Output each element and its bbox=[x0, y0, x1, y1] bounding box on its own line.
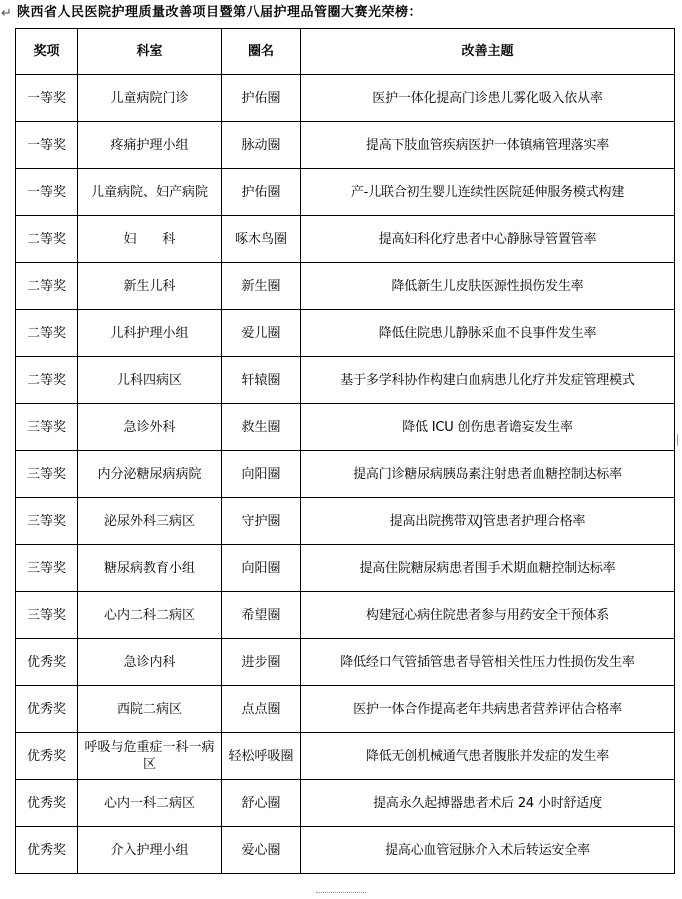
honor-roll-table bbox=[15, 28, 675, 874]
award-cell: 优秀奖 bbox=[16, 639, 78, 686]
table-row bbox=[16, 498, 675, 545]
improvement-theme-cell: 构建冠心病住院患者参与用药安全干预体系 bbox=[301, 592, 675, 639]
table-row bbox=[16, 75, 675, 122]
department-cell: 儿科四病区 bbox=[78, 357, 222, 404]
improvement-theme-cell: 提高住院糖尿病患者围手术期血糖控制达标率 bbox=[301, 545, 675, 592]
improvement-theme-cell: 降低 ICU 创伤患者谵妄发生率 bbox=[301, 404, 675, 451]
award-cell: 二等奖 bbox=[16, 357, 78, 404]
circle-name-cell: 舒心圈 bbox=[222, 780, 301, 827]
header-circle-name: 圈名 bbox=[222, 29, 301, 75]
improvement-theme-cell: 提高下肢血管疾病医护一体镇痛管理落实率 bbox=[301, 122, 675, 169]
department-cell: 儿童病院门诊 bbox=[78, 75, 222, 122]
award-cell: 三等奖 bbox=[16, 592, 78, 639]
improvement-theme-cell: 医护一体合作提高老年共病患者营养评估合格率 bbox=[301, 686, 675, 733]
table-header-row bbox=[16, 29, 675, 75]
table-row bbox=[16, 733, 675, 780]
award-cell: 优秀奖 bbox=[16, 827, 78, 874]
department-cell: 心内一科二病区 bbox=[78, 780, 222, 827]
award-cell: 二等奖 bbox=[16, 263, 78, 310]
table-row bbox=[16, 216, 675, 263]
circle-name-cell: 进步圈 bbox=[222, 639, 301, 686]
improvement-theme-cell: 产-儿联合初生婴儿连续性医院延伸服务模式构建 bbox=[301, 169, 675, 216]
paragraph-mark-icon: ↵ bbox=[1, 6, 12, 21]
circle-name-cell: 点点圈 bbox=[222, 686, 301, 733]
circle-name-cell: 希望圈 bbox=[222, 592, 301, 639]
page-edge-mark bbox=[677, 434, 682, 446]
circle-name-cell: 新生圈 bbox=[222, 263, 301, 310]
table-row bbox=[16, 357, 675, 404]
department-cell: 急诊外科 bbox=[78, 404, 222, 451]
department-cell: 介入护理小组 bbox=[78, 827, 222, 874]
circle-name-cell: 守护圈 bbox=[222, 498, 301, 545]
department-cell: 糖尿病教育小组 bbox=[78, 545, 222, 592]
circle-name-cell: 护佑圈 bbox=[222, 75, 301, 122]
table-row bbox=[16, 169, 675, 216]
circle-name-cell: 轻松呼吸圈 bbox=[222, 733, 301, 780]
award-cell: 优秀奖 bbox=[16, 686, 78, 733]
award-cell: 一等奖 bbox=[16, 169, 78, 216]
department-cell: 疼痛护理小组 bbox=[78, 122, 222, 169]
award-cell: 三等奖 bbox=[16, 404, 78, 451]
circle-name-cell: 脉动圈 bbox=[222, 122, 301, 169]
award-cell: 一等奖 bbox=[16, 75, 78, 122]
improvement-theme-cell: 提高心血管冠脉介入术后转运安全率 bbox=[301, 827, 675, 874]
department-cell: 急诊内科 bbox=[78, 639, 222, 686]
improvement-theme-cell: 提高妇科化疗患者中心静脉导管置管率 bbox=[301, 216, 675, 263]
improvement-theme-cell: 提高永久起搏器患者术后 24 小时舒适度 bbox=[301, 780, 675, 827]
department-cell: 新生儿科 bbox=[78, 263, 222, 310]
department-cell: 妇 科 bbox=[78, 216, 222, 263]
table-row bbox=[16, 686, 675, 733]
improvement-theme-cell: 降低经口气管插管患者导管相关性压力性损伤发生率 bbox=[301, 639, 675, 686]
table-row bbox=[16, 451, 675, 498]
table-row bbox=[16, 780, 675, 827]
award-cell: 三等奖 bbox=[16, 451, 78, 498]
department-cell: 西院二病区 bbox=[78, 686, 222, 733]
table-body bbox=[16, 75, 675, 874]
department-cell: 心内二科二病区 bbox=[78, 592, 222, 639]
award-cell: 一等奖 bbox=[16, 122, 78, 169]
department-cell: 呼吸与危重症一科一病区 bbox=[78, 733, 222, 780]
page-bottom-mark bbox=[316, 892, 366, 894]
table-row bbox=[16, 404, 675, 451]
table-row bbox=[16, 592, 675, 639]
circle-name-cell: 护佑圈 bbox=[222, 169, 301, 216]
circle-name-cell: 爱心圈 bbox=[222, 827, 301, 874]
circle-name-cell: 向阳圈 bbox=[222, 545, 301, 592]
circle-name-cell: 爱儿圈 bbox=[222, 310, 301, 357]
award-cell: 二等奖 bbox=[16, 310, 78, 357]
department-cell: 内分泌糖尿病病院 bbox=[78, 451, 222, 498]
department-cell: 泌尿外科三病区 bbox=[78, 498, 222, 545]
improvement-theme-cell: 医护一体化提高门诊患儿雾化吸入依从率 bbox=[301, 75, 675, 122]
improvement-theme-cell: 提高出院携带双J管患者护理合格率 bbox=[301, 498, 675, 545]
circle-name-cell: 啄木鸟圈 bbox=[222, 216, 301, 263]
award-cell: 优秀奖 bbox=[16, 733, 78, 780]
improvement-theme-cell: 提高门诊糖尿病胰岛素注射患者血糖控制达标率 bbox=[301, 451, 675, 498]
circle-name-cell: 轩辕圈 bbox=[222, 357, 301, 404]
award-cell: 三等奖 bbox=[16, 498, 78, 545]
department-cell: 儿科护理小组 bbox=[78, 310, 222, 357]
award-cell: 三等奖 bbox=[16, 545, 78, 592]
header-improvement-theme: 改善主题 bbox=[301, 29, 675, 75]
header-award: 奖项 bbox=[16, 29, 78, 75]
circle-name-cell: 救生圈 bbox=[222, 404, 301, 451]
award-cell: 优秀奖 bbox=[16, 780, 78, 827]
table-row bbox=[16, 545, 675, 592]
table-row bbox=[16, 310, 675, 357]
improvement-theme-cell: 降低无创机械通气患者腹胀并发症的发生率 bbox=[301, 733, 675, 780]
improvement-theme-cell: 降低新生儿皮肤医源性损伤发生率 bbox=[301, 263, 675, 310]
table-row bbox=[16, 827, 675, 874]
award-cell: 二等奖 bbox=[16, 216, 78, 263]
improvement-theme-cell: 基于多学科协作构建白血病患儿化疗并发症管理模式 bbox=[301, 357, 675, 404]
header-department: 科室 bbox=[78, 29, 222, 75]
circle-name-cell: 向阳圈 bbox=[222, 451, 301, 498]
document-title: 陕西省人民医院护理质量改善项目暨第八届护理品管圈大赛光荣榜： bbox=[17, 5, 423, 20]
table-row bbox=[16, 263, 675, 310]
improvement-theme-cell: 降低住院患儿静脉采血不良事件发生率 bbox=[301, 310, 675, 357]
department-cell: 儿童病院、妇产病院 bbox=[78, 169, 222, 216]
table-row bbox=[16, 122, 675, 169]
table-row bbox=[16, 639, 675, 686]
